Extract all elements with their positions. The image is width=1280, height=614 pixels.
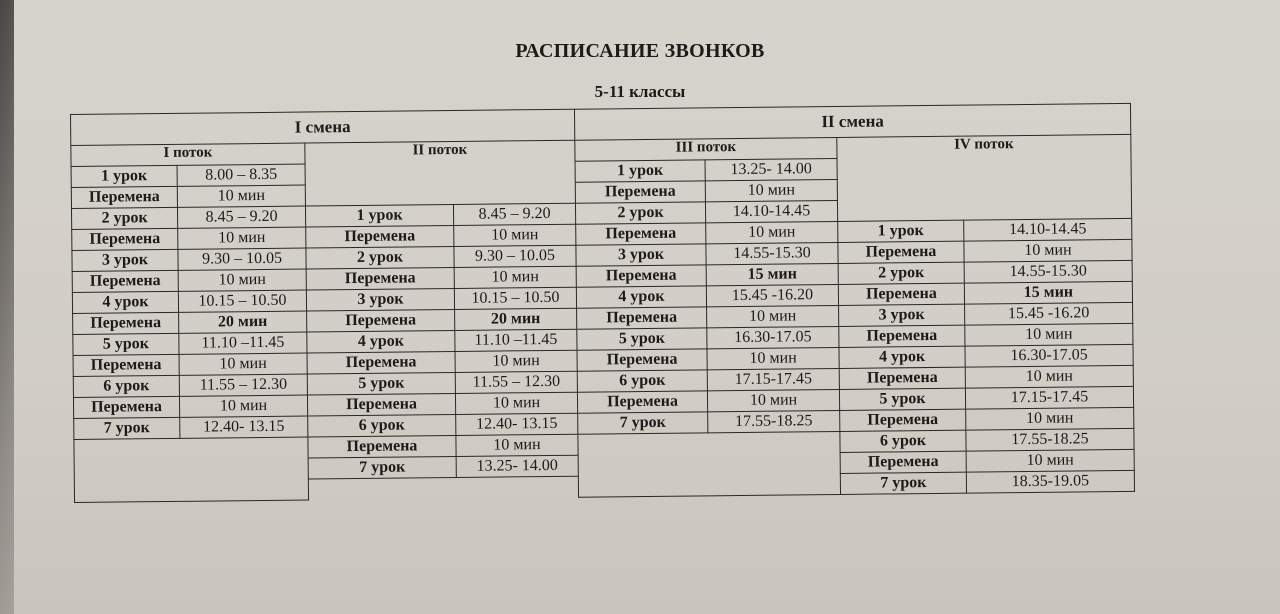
break-label: Перемена <box>577 307 707 329</box>
time-cell: 10.15 – 10.50 <box>454 287 576 309</box>
break-label: Перемена <box>839 325 965 347</box>
time-cell: 18.35-19.05 <box>966 470 1134 493</box>
lesson-label: 3 урок <box>306 288 454 311</box>
time-cell: 8.00 – 8.35 <box>177 164 305 186</box>
break-label: Перемена <box>73 396 179 418</box>
lesson-label: 1 урок <box>71 165 177 187</box>
time-cell: 8.45 – 9.20 <box>453 203 575 225</box>
break-label: Перемена <box>576 223 706 245</box>
time-cell: 10 мин <box>179 395 307 417</box>
empty-cell <box>74 437 309 502</box>
lesson-label: 6 урок <box>308 414 456 437</box>
break-label: Перемена <box>840 451 966 473</box>
time-cell: 15 мин <box>706 263 838 285</box>
break-label: Перемена <box>307 351 455 374</box>
lesson-label: 4 урок <box>72 291 178 313</box>
lesson-label: 2 урок <box>838 262 964 284</box>
time-cell: 15.45 -16.20 <box>706 284 838 306</box>
time-cell: 8.45 – 9.20 <box>177 206 305 228</box>
break-label: Перемена <box>577 349 707 371</box>
break-label: Перемена <box>307 393 455 416</box>
lesson-label: 1 урок <box>838 220 964 242</box>
lesson-label: 4 урок <box>576 286 706 308</box>
time-cell: 10 мин <box>179 353 307 375</box>
page-title: РАСПИСАНИЕ ЗВОНКОВ <box>515 40 765 62</box>
time-cell: 10 мин <box>456 434 578 456</box>
break-label: Перемена <box>840 409 966 431</box>
time-cell: 17.15-17.45 <box>707 368 839 390</box>
stream-1-header: I поток <box>71 143 305 166</box>
time-cell: 10 мин <box>965 323 1133 346</box>
time-cell: 14.55-15.30 <box>964 260 1132 283</box>
time-cell: 17.55-18.25 <box>708 410 840 432</box>
time-cell: 10 мин <box>177 185 305 207</box>
empty-cell <box>578 431 841 497</box>
break-label: Перемена <box>576 265 706 287</box>
time-cell: 20 мин <box>179 311 307 333</box>
time-cell: 10 мин <box>707 389 839 411</box>
time-cell: 15.45 -16.20 <box>965 302 1133 325</box>
break-label: Перемена <box>306 267 454 290</box>
time-cell: 10 мин <box>455 392 577 414</box>
time-cell: 11.55 – 12.30 <box>455 371 577 393</box>
lesson-label: 6 урок <box>840 430 966 452</box>
time-cell: 11.55 – 12.30 <box>179 374 307 396</box>
lesson-label: 4 урок <box>839 346 965 368</box>
time-cell: 11.10 –11.45 <box>179 332 307 354</box>
time-cell: 13.25- 14.00 <box>456 455 578 477</box>
time-cell: 16.30-17.05 <box>707 326 839 348</box>
lesson-label: 1 урок <box>305 204 453 227</box>
break-label: Перемена <box>73 312 179 334</box>
time-cell: 10 мин <box>454 224 576 246</box>
break-label: Перемена <box>308 435 456 458</box>
shift-2-header: II смена <box>574 103 1130 140</box>
time-cell: 14.55-15.30 <box>706 242 838 264</box>
time-cell: 10 мин <box>707 305 839 327</box>
break-label: Перемена <box>839 367 965 389</box>
lesson-label: 1 урок <box>575 160 705 182</box>
time-cell: 14.10-14.45 <box>705 200 837 222</box>
blank-cell <box>308 476 578 500</box>
time-cell: 10 мин <box>455 350 577 372</box>
stream-2-header: II поток <box>305 140 576 206</box>
time-cell: 16.30-17.05 <box>965 344 1133 367</box>
lesson-label: 3 урок <box>576 244 706 266</box>
time-cell: 10 мин <box>705 179 837 201</box>
lesson-label: 7 урок <box>308 456 456 479</box>
time-cell: 10 мин <box>178 269 306 291</box>
break-label: Перемена <box>73 354 179 376</box>
time-cell: 15 мин <box>964 281 1132 304</box>
time-cell: 17.15-17.45 <box>965 386 1133 409</box>
break-label: Перемена <box>71 186 177 208</box>
time-cell: 12.40- 13.15 <box>456 413 578 435</box>
time-cell: 10 мин <box>706 221 838 243</box>
break-label: Перемена <box>577 391 707 413</box>
lesson-label: 3 урок <box>72 249 178 271</box>
time-cell: 10 мин <box>966 449 1134 472</box>
time-cell: 11.10 –11.45 <box>455 329 577 351</box>
time-cell: 10 мин <box>454 266 576 288</box>
time-cell: 14.10-14.45 <box>964 218 1132 241</box>
time-cell: 13.25- 14.00 <box>705 158 837 180</box>
break-label: Перемена <box>306 225 454 248</box>
shift-1-header: I смена <box>71 109 575 145</box>
break-label: Перемена <box>72 228 178 250</box>
break-label: Перемена <box>575 181 705 203</box>
lesson-label: 4 урок <box>307 330 455 353</box>
lesson-label: 7 урок <box>74 417 180 439</box>
lesson-label: 6 урок <box>577 370 707 392</box>
time-cell: 9.30 – 10.05 <box>454 245 576 267</box>
break-label: Перемена <box>838 241 964 263</box>
lesson-label: 7 урок <box>840 472 966 494</box>
lesson-label: 2 урок <box>71 207 177 229</box>
stream-3-header: III поток <box>575 137 837 161</box>
lesson-label: 5 урок <box>73 333 179 355</box>
bell-schedule-table <box>70 103 1135 503</box>
time-cell: 20 мин <box>455 308 577 330</box>
lesson-label: 2 урок <box>575 202 705 224</box>
lesson-label: 5 урок <box>577 328 707 350</box>
time-cell: 10 мин <box>178 227 306 249</box>
time-cell: 17.55-18.25 <box>966 428 1134 451</box>
time-cell: 10 мин <box>707 347 839 369</box>
break-label: Перемена <box>72 270 178 292</box>
time-cell: 10 мин <box>966 407 1134 430</box>
time-cell: 10 мин <box>964 239 1132 262</box>
time-cell: 12.40- 13.15 <box>180 416 308 438</box>
lesson-label: 3 урок <box>839 304 965 326</box>
lesson-label: 5 урок <box>307 372 455 395</box>
lesson-label: 7 урок <box>578 412 708 434</box>
page-subtitle: 5-11 классы <box>594 82 686 101</box>
lesson-label: 5 урок <box>839 388 965 410</box>
time-cell: 10.15 – 10.50 <box>178 290 306 312</box>
break-label: Перемена <box>838 283 964 305</box>
schedule-table-wrap <box>70 103 1135 503</box>
lesson-label: 2 урок <box>306 246 454 269</box>
time-cell: 10 мин <box>965 365 1133 388</box>
stream-4-header: IV поток <box>837 134 1132 221</box>
break-label: Перемена <box>307 309 455 332</box>
lesson-label: 6 урок <box>73 375 179 397</box>
time-cell: 9.30 – 10.05 <box>178 248 306 270</box>
